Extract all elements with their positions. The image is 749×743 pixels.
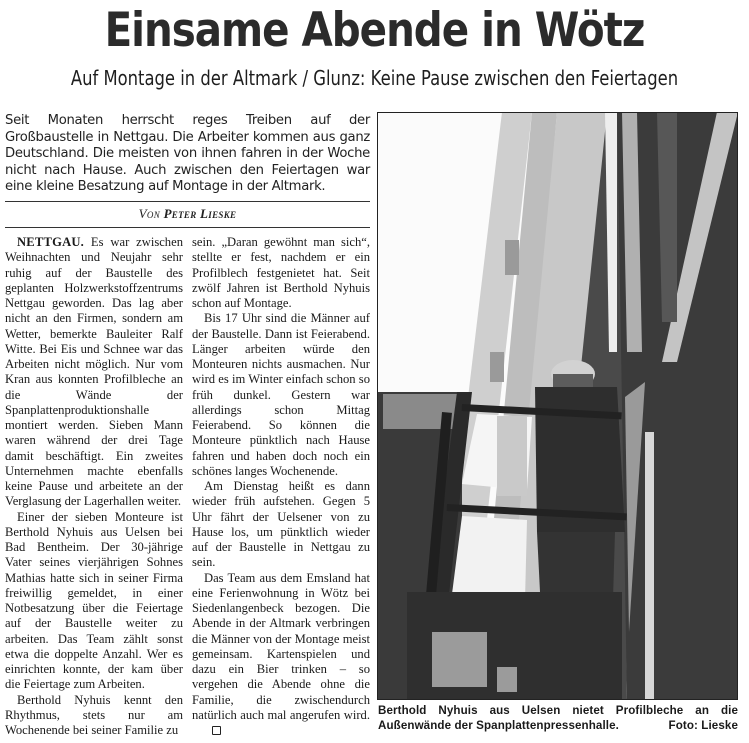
paragraph: Berthold Nyhuis kennt den Rhythmus, stets nur am Wochenende bei seiner Familie zu (5, 692, 183, 737)
byline (5, 206, 370, 222)
worker-on-lift-image (377, 112, 738, 700)
byline-author: Peter Lieske (163, 206, 237, 221)
paragraph-text: Es war zwischen Weihnachten und Neujahr sehr ruhig auf der Baustelle des geplanten Holzwerkstoffzentrums Nettgau geworden. Das lag aber nicht an den Firmen, sondern am Wetter, bemerkte Bauleiter Ralf Witte. Bei Eis und Schnee war das Arbeiten nicht möglich. Nur vom Kran aus konnten Profilbleche an die Wände der Spanplattenproduktionshalle montiert werden. Sieben Mann waren während der drei Tage damit beschäftigt. Ein zweites Unternehmen machte ebenfalls keine Pause und arbeitete an der Verglasung der Lagerhallen weiter. (5, 235, 183, 509)
subheadline: Auf Montage in der Altmark / Glunz: Keine Pause zwischen den Feiertagen (70, 66, 679, 90)
paragraph: Bis 17 Uhr sind die Männer auf der Baustelle. Dann ist Feierabend. Länger arbeiten würde den Monteuren nichts ausmachen. Nur wird es im Winter einfach schon so früh dunkel. Gestern war allerdings schon Mittag Feierabend. So können die Monteure pünktlich nach Hause fahren und haben doch noch ein schönes langes Wochenende. (192, 311, 370, 478)
article-photo (377, 112, 738, 700)
article-column-1 (5, 235, 183, 738)
paragraph: sein. „Daran gewöhnt man sich“, stellte er fest, nachdem er ein Profilblech festgenietet hat. Seit zwölf Jahren ist Berthold Nyhuis schon auf Montage. (192, 235, 370, 310)
paragraph: Einer der sieben Monteure ist Berthold Nyhuis aus Uelsen bei Bad Bentheim. Der 30-jährige Vater seines vierjährigen Sohnes Mathias hatte sich in seiner Firma freiwillig gemeldet, in einer Notbesatzung über die Feiertage auf der Baustelle weiter zu arbeiten. Das Team zählt sonst etwa die doppelte Anzahl. Wer es einrichten konnte, der kam über die Feiertage zum Arbeiten. (5, 509, 183, 692)
article-column-2 (192, 235, 370, 738)
byline-prefix: Von (138, 206, 160, 221)
paragraph: Am Dienstag heißt es dann wieder früh aufstehen. Gegen 5 Uhr fährt der Uelsener von zu Hause los, um pünktlich wieder auf der Baustelle in Nettgau zu sein. (192, 479, 370, 570)
photo-caption (378, 703, 738, 733)
dateline: NETTGAU. (17, 235, 85, 249)
headline: Einsame Abende in Wötz (104, 3, 645, 58)
byline-rule-bottom (5, 227, 370, 228)
photo-credit: Foto: Lieske (668, 719, 738, 732)
caption-text: Berthold Nyhuis aus Uelsen nietet Profilbleche an die Außenwände der Spanplattenpressenhalle. (378, 704, 738, 732)
end-of-article-icon (212, 726, 221, 735)
paragraph (5, 235, 183, 510)
byline-rule-top (5, 201, 370, 202)
lead-paragraph: Seit Monaten herrscht reges Treiben auf der Großbaustelle in Nettgau. Die Arbeiter kommen aus ganz Deutschland. Die meisten von ihnen fahren in der Woche nicht nach Hause. Auch zwischen den Feiertagen war eine kleine Besatzung auf Montage in der Altmark. (5, 113, 370, 195)
paragraph-text: Das Team aus dem Emsland hat eine Ferienwohnung in Wötz bei Siedenlangenbeck bezogen. Die Abende in der Altmark verbringen die Männer von der Montage meist gemeinsam. Kartenspielen und dazu ein Bier trinken – so vergehen die Abende ohne die Familie, die zwischendurch natürlich auch mal angerufen wird. (192, 570, 370, 722)
paragraph (192, 571, 370, 739)
